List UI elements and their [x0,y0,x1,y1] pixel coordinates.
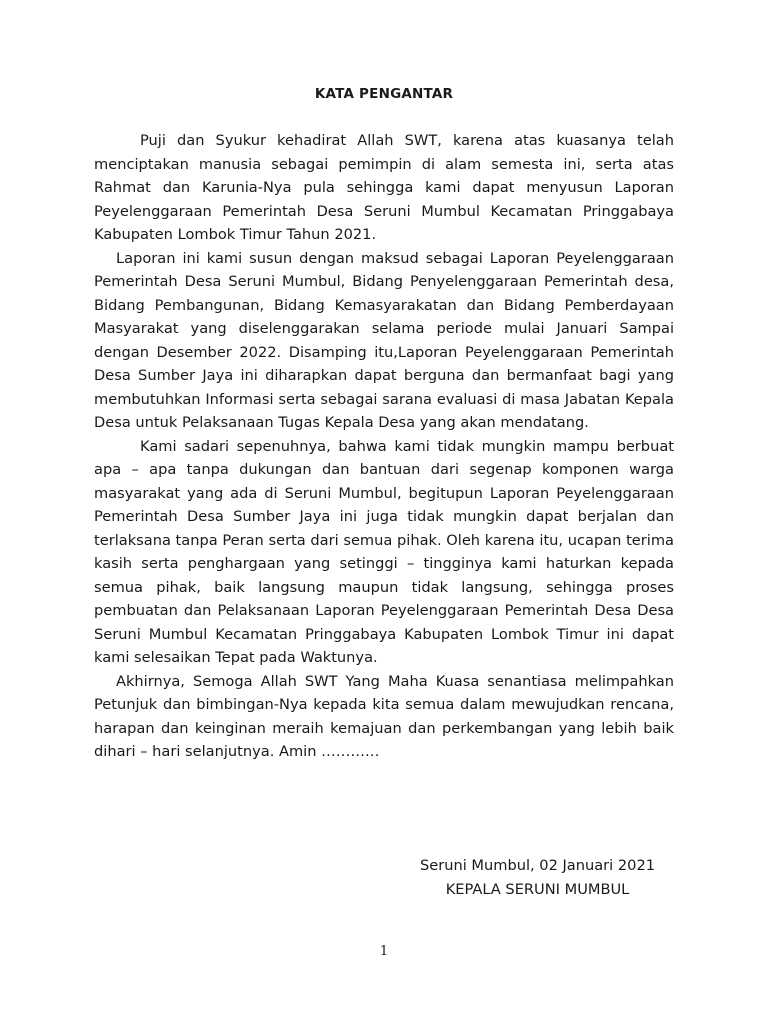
signature-block [380,854,695,902]
signature-place-date: Seruni Mumbul, 02 Januari 2021 [419,857,656,874]
signature-position: KEPALA SERUNI MUMBUL [445,881,630,898]
page-title: KATA PENGANTAR [314,86,454,102]
paragraph-closing: Akhirnya, Semoga Allah SWT Yang Maha Kuasa senantiasa melimpahkan Petunjuk dan bimbingan-Nya kepada kita semua dalam mewujudkan rencana, harapan dan keinginan meraih kemajuan dan perkembangan yang lebih baik dihari – hari selanjutnya. Amin ………… [94,672,674,760]
paragraph-opening: Puji dan Syukur kehadirat Allah SWT, karena atas kuasanya telah menciptakan manusia sebagai pemimpin di alam semesta ini, serta atas Rahmat dan Karunia-Nya pula sehingga kami dapat menyusun Laporan Peyelenggaraan Pemerintah Desa Seruni Mumbul Kecamatan Pringgabaya Kabupaten Lombok Timur Tahun 2021. [94,132,674,243]
paragraph-purpose: Laporan ini kami susun dengan maksud sebagai Laporan Peyelenggaraan Pemerintah Desa Seruni Mumbul, Bidang Penyelenggaraan Pemerintah desa, Bidang Pembangunan, Bidang Kemasyarakatan dan Bidang Pemberdayaan Masyarakat yang diselenggarakan selama periode mulai Januari Sampai dengan Desember 2022. Disamping itu,Laporan Peyelenggaraan Pemerintah Desa Sumber Jaya ini diharapkan dapat berguna dan bermanfaat bagi yang membutuhkan Informasi serta sebagai sarana evaluasi di masa Jabatan Kepala Desa untuk Pelaksanaan Tugas Kepala Desa yang akan mendatang. [94,249,674,431]
document-body [94,129,674,764]
paragraph-acknowledgement: Kami sadari sepenuhnya, bahwa kami tidak mungkin mampu berbuat apa – apa tanpa dukungan dan bantuan dari segenap komponen warga masyarakat yang ada di Seruni Mumbul, begitupun Laporan Peyelenggaraan Pemerintah Desa Sumber Jaya ini juga tidak mungkin dapat berjalan dan terlaksana tanpa Peran serta dari semua pihak. Oleh karena itu, ucapan terima kasih serta penghargaan yang setinggi – tingginya kami haturkan kepada semua pihak, baik langsung maupun tidak langsung, sehingga proses pembuatan dan Pelaksanaan Laporan Peyelenggaraan Pemerintah Desa Desa Seruni Mumbul Kecamatan Pringgabaya Kabupaten Lombok Timur ini dapat kami selesaikan Tepat pada Waktunya. [94,437,674,666]
page-number: 1 [379,944,389,959]
